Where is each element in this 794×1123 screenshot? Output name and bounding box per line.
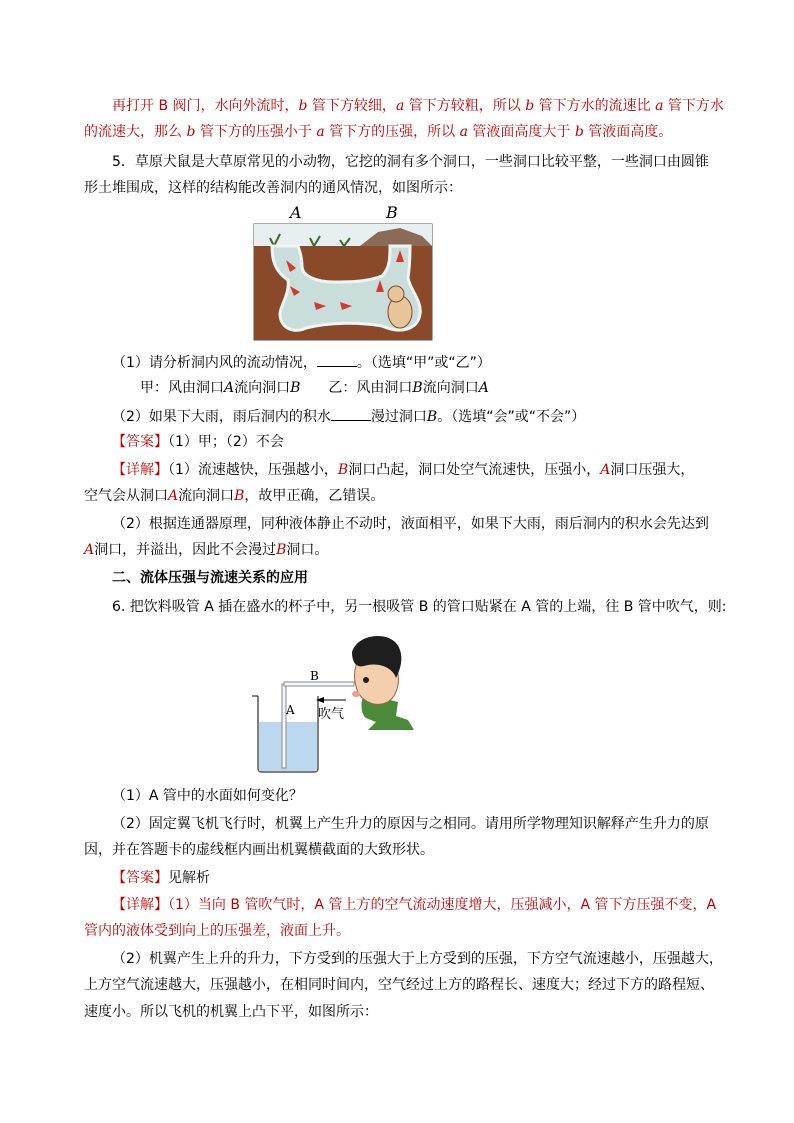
detail-line: A洞口，并溢出，因此不会漫过B洞口。 bbox=[84, 542, 329, 558]
answer-blank[interactable] bbox=[317, 352, 357, 367]
blow-label: 吹气 bbox=[318, 707, 345, 722]
question-6-line-1: 6. 把饮料吸管 A 插在盛水的杯子中，另一根吸管 B 的管口贴紧在 A 管的上端，往 B 管中吹气，则: bbox=[112, 599, 727, 615]
answer-label: 【答案】 bbox=[112, 870, 168, 886]
section-title: 二、流体压强与流速关系的应用 bbox=[112, 570, 308, 586]
answer-line: 【答案】见解析 bbox=[112, 870, 210, 886]
detail-line: （2）机翼产生上升的升力，下方受到的压强大于上方受到的压强，下方空气流速越小，压强越大， bbox=[112, 951, 723, 967]
figure-label-a: A bbox=[286, 703, 295, 717]
question-5-sub-2: （2）如果下大雨，雨后洞内的积水 漫过洞口B。（选填“会”或“不会”） bbox=[112, 406, 742, 427]
answer-label: 【答案】 bbox=[112, 434, 168, 450]
detail-line: 【详解】（1）当向 B 管吹气时，A 管上方的空气流动速度增大，压强减小，A 管下方压强不变，A bbox=[112, 897, 717, 913]
detail-line: 管内的液体受到向上的压强差，液面上升。 bbox=[84, 923, 350, 939]
detail-line: （2）根据连通器原理，同种液体静止不动时，液面相平，如果下大雨，雨后洞内的积水会先达到 bbox=[112, 516, 709, 532]
text-line: 再打开 B 阀门，水向外流时，b 管下方较细，a 管下方较粗，所以 b 管下方水的流速比 a 管下方水 bbox=[112, 98, 724, 114]
question-5-sub-1: （1）请分析洞内风的流动情况， 。（选填“甲”或“乙”） bbox=[112, 352, 742, 373]
detail-line: 【详解】（1）流速越快，压强越小，B洞口凸起，洞口处空气流速快，压强小，A洞口压强大， bbox=[112, 462, 695, 478]
figure-label-b: B bbox=[310, 669, 319, 683]
answer-blank[interactable] bbox=[331, 406, 371, 421]
question-5-line-2: 形土堆围成，这样的结构能改善洞内的通风情况，如图所示： bbox=[84, 180, 462, 196]
detail-line: 上方空气流速越大，压强越小，在相同时间内，空气经过上方的路程长、速度大；经过下方的路程短、 bbox=[84, 977, 714, 993]
question-6-sub-2: （2）固定翼飞机飞行时，机翼上产生升力的原因与之相同。请用所学物理知识解释产生升力的原 bbox=[112, 816, 709, 832]
question-6-sub-2-cont: 因，并在答题卡的虚线框内画出机翼横截面的大致形状。 bbox=[84, 842, 434, 858]
detail-line: 空气会从洞口A流向洞口B，故甲正确，乙错误。 bbox=[84, 488, 385, 504]
straw-experiment-figure bbox=[248, 622, 416, 774]
detail-line: 速度小。所以飞机的机翼上凸下平，如图所示： bbox=[84, 1004, 378, 1020]
text-line: 的流速大，那么 b 管下方的压强小于 a 管下方的压强，所以 a 管液面高度大于 b 管液面高度。 bbox=[84, 124, 673, 140]
figure-label-b: B bbox=[386, 203, 398, 222]
figure-label-a: A bbox=[290, 203, 302, 222]
question-6-sub-1: （1）A 管中的水面如何变化？ bbox=[112, 788, 303, 804]
detail-label: 【详解】 bbox=[112, 897, 168, 913]
answer-line: 【答案】（1）甲；（2）不会 bbox=[112, 434, 284, 450]
question-5-line-1: 5．草原犬鼠是大草原常见的小动物，它挖的洞有多个洞口，一些洞口比较平整，一些洞口由圆锥 bbox=[112, 154, 709, 170]
burrow-figure bbox=[250, 202, 436, 342]
detail-label: 【详解】 bbox=[112, 462, 168, 478]
question-5-options: 甲：风由洞口A流向洞口B 乙：风由洞口B流向洞口A bbox=[140, 380, 489, 396]
